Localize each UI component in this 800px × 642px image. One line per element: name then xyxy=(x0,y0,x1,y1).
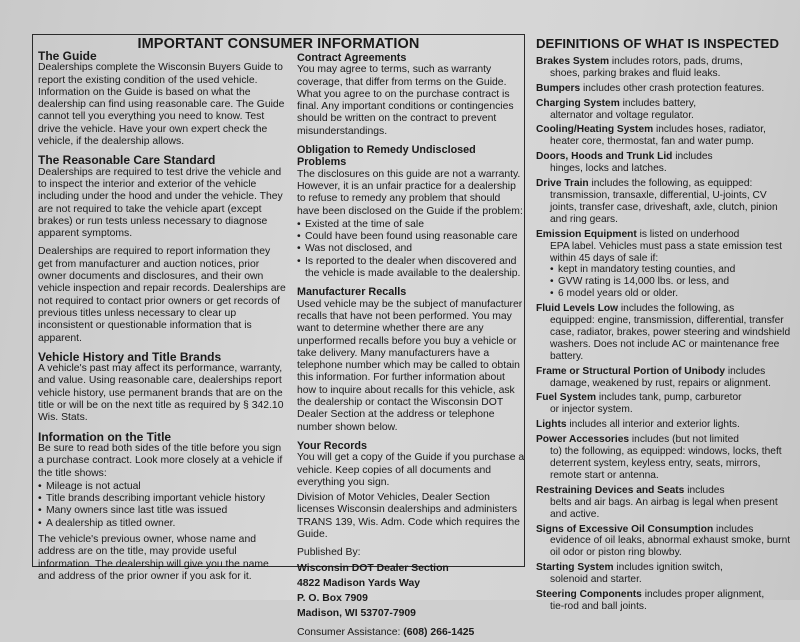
definition-line xyxy=(536,366,794,378)
consumer-assistance xyxy=(297,627,525,639)
definition-line xyxy=(536,151,794,163)
definition-item xyxy=(536,56,794,80)
definition-term: Cooling/Heating System xyxy=(536,124,654,136)
definition-text: is listed on underhood xyxy=(636,228,740,240)
definition-text: includes battery, xyxy=(619,97,697,109)
section-heading: Obligation to Remedy Undisclosed Problems xyxy=(297,144,476,169)
left-column xyxy=(38,50,286,589)
section-body: You may agree to terms, such as warranty coverage, that differ from terms on the Guide. What you agree to on the purchase contract is final. Any important conditions or contingencies should be written on the contract to prevent misunderstandings. xyxy=(297,64,514,137)
definition-item xyxy=(536,562,794,586)
definition-line xyxy=(536,485,794,497)
consumer-info-title: IMPORTANT CONSUMER INFORMATION xyxy=(137,36,420,52)
definition-item xyxy=(536,366,794,390)
publisher-street: 4822 Madison Yards Way xyxy=(297,577,421,589)
list-item: • Could have been found using reasonable care xyxy=(297,231,525,243)
definition-detail: hinges, locks and latches. xyxy=(550,163,667,175)
definition-detail: to) the following, as equipped: windows, locks, theft deterrent system, keyless entry, seats, mirrors, remote start or antenna. xyxy=(550,446,782,481)
definition-detail: equipped: engine, transmission, differential, transfer case, radiator, brakes, power steering and windshield washers. Does not include AC or maintenance free battery. xyxy=(550,315,791,362)
definition-text: includes other crash protection features. xyxy=(580,82,765,94)
definition-term: Fuel System xyxy=(536,392,597,404)
section-body: Dealerships are required to test drive the vehicle and to inspect the interior and exterior of the vehicle including under the hood and under the vehicle. They are not required to take the vehicle apart (except brakes) or run tests unless necessary to diagnose apparent symptoms. xyxy=(38,166,283,240)
definition-text: includes hoses, radiator, xyxy=(653,124,766,136)
definition-text: includes the following, as equipped: xyxy=(588,178,753,190)
definition-term: Doors, Hoods and Trunk Lid xyxy=(536,151,673,163)
definition-term: Steering Components xyxy=(536,589,642,601)
publisher-city: Madison, WI 53707-7909 xyxy=(297,608,416,620)
definition-text: includes the following, as xyxy=(618,303,735,315)
definition-detail: heater core, thermostat, fan and water pump. xyxy=(550,136,754,148)
definition-detail: shoes, parking brakes and fluid leaks. xyxy=(550,67,721,79)
definition-text: includes rotors, pads, drums, xyxy=(609,55,743,67)
definition-text: includes all interior and exterior lights. xyxy=(566,419,740,431)
published-label: Published By: xyxy=(297,547,361,559)
list-item: • Title brands describing important vehicle history xyxy=(38,493,286,505)
assistance-label: Consumer Assistance: xyxy=(297,626,401,638)
definition-term: Fluid Levels Low xyxy=(536,303,619,315)
definition-detail: damage, weakened by rust, repairs or alignment. xyxy=(550,377,771,389)
middle-column xyxy=(297,52,525,642)
definition-detail: or injector system. xyxy=(550,404,633,416)
definition-term: Charging System xyxy=(536,97,620,109)
section-the-guide xyxy=(38,50,286,148)
definitions-title: DEFINITIONS OF WHAT IS INSPECTED xyxy=(536,36,779,51)
section-heading: Vehicle History and Title Brands xyxy=(38,349,222,364)
assistance-phone: (608) 266-1425 xyxy=(403,626,475,638)
section-body: You will get a copy of the Guide if you purchase a vehicle. Keep copies of all documents and everything you sign. xyxy=(297,452,525,488)
definition-item xyxy=(536,124,794,148)
definition-item xyxy=(536,419,794,431)
definition-line xyxy=(536,98,794,110)
section-heading: Information on the Title xyxy=(38,429,172,444)
list-item: • GVW rating is 14,000 lbs. or less, and xyxy=(550,276,794,288)
definition-item xyxy=(536,589,794,613)
definition-line xyxy=(536,124,794,136)
definition-bullets xyxy=(536,264,794,300)
definition-line xyxy=(536,178,794,190)
definition-detail: evidence of oil leaks, abnormal exhaust smoke, burnt oil odor or piston ring blowby. xyxy=(550,535,791,559)
section-body: Be sure to read both sides of the title before you sign a purchase contract. Look more closely at a vehicle if the title shows: xyxy=(38,442,283,479)
definition-item xyxy=(536,98,794,122)
definition-term: Signs of Excessive Oil Consumption xyxy=(536,523,714,535)
definition-line xyxy=(536,229,794,241)
definition-text: includes xyxy=(672,151,713,163)
section-manufacturer-recalls xyxy=(297,286,525,434)
definition-line xyxy=(536,524,794,536)
definition-line xyxy=(536,83,794,95)
definition-term: Bumpers xyxy=(536,82,581,94)
definition-text: includes proper alignment, xyxy=(641,589,765,601)
definitions-list xyxy=(536,56,794,613)
list-item: • Mileage is not actual xyxy=(38,481,286,493)
section-body: Used vehicle may be the subject of manufacturer recalls that have not been performed. You may want to determine whether there are any unperformed recalls before you buy a vehicle or take delivery. Many manufacturers have a telephone number which may be called to obtain this information. For further information about how to inquire about recalls for this vehicle, ask the dealership or contact the Wisconsin DOT Dealer Section at the address or telephone number shown below. xyxy=(297,298,523,433)
definition-term: Drive Train xyxy=(536,178,589,190)
definition-detail: belts and air bags. An airbag is legal when present and active. xyxy=(550,496,778,520)
definition-term: Frame or Structural Portion of Unibody xyxy=(536,365,726,377)
definition-item xyxy=(536,392,794,416)
definition-item xyxy=(536,151,794,175)
list-item: • Is reported to the dealer when discovered and the vehicle is made available to the dealership. xyxy=(297,256,525,281)
section-title-info xyxy=(38,431,286,584)
list-item: • kept in mandatory testing counties, and xyxy=(550,264,794,276)
definition-detail: transmission, transaxle, differential, U-joints, CV joints, transfer case, driveshaft, axle, clutch, pinion and ring gears. xyxy=(550,189,778,225)
section-heading: The Reasonable Care Standard xyxy=(38,153,216,168)
definition-item xyxy=(536,485,794,521)
definition-line xyxy=(536,589,794,601)
section-heading: Contract Agreements xyxy=(297,52,407,64)
definition-term: Starting System xyxy=(536,562,614,574)
section-heading: The Guide xyxy=(38,49,97,63)
section-body-2: Dealerships are required to report information they get from manufacturer and auction notices, prior owner documents and disclosures, and their own vehicle inspection and repair records. Dealerships are not required to contact prior owners or get records of previous titles unless necessary to clear up inconsistent or questionable information that is apparent. xyxy=(38,246,286,344)
list-item: • A dealership as titled owner. xyxy=(38,518,286,530)
section-body-2: Division of Motor Vehicles, Dealer Section licenses Wisconsin dealerships and administers TRANS 139, Wis. Adm. Code which requires the Guide. xyxy=(297,492,520,540)
definition-term: Emission Equipment xyxy=(536,228,637,240)
remedy-conditions-list xyxy=(297,219,525,280)
definition-text: includes xyxy=(713,523,754,535)
section-contract-agreements xyxy=(297,52,525,138)
list-item: • 6 model years old or older. xyxy=(550,288,794,300)
section-heading: Manufacturer Recalls xyxy=(297,286,407,299)
definition-item xyxy=(536,178,794,226)
definition-line xyxy=(536,392,794,404)
definition-text: includes xyxy=(684,484,725,496)
list-item: • Many owners since last title was issued xyxy=(38,505,286,517)
section-body-2: The vehicle's previous owner, whose name and address are on the title, may provide useful information. The dealership will give you the name and address of the prior owner if you ask for it. xyxy=(38,533,269,582)
definition-item xyxy=(536,83,794,95)
section-vehicle-history xyxy=(38,351,286,425)
section-body: A vehicle's past may affect its performance, warranty, and value. Using reasonable care, dealerships report vehicle history, use permanent brands that are on the title or will be on the next title as required by § 342.10 Wis. Stats. xyxy=(38,363,284,424)
section-your-records xyxy=(297,440,525,541)
definition-line xyxy=(536,434,794,446)
definition-line xyxy=(536,419,794,431)
definition-text: includes (but not limited xyxy=(629,434,739,446)
definition-item xyxy=(536,434,794,482)
definition-line xyxy=(536,56,794,68)
definition-line xyxy=(536,303,794,315)
definition-line xyxy=(536,562,794,574)
definition-text: includes tank, pump, carburetor xyxy=(596,392,742,404)
definition-text: includes xyxy=(725,365,766,377)
definition-term: Restraining Devices and Seats xyxy=(536,484,685,496)
section-heading: Your Records xyxy=(297,439,367,452)
definition-term: Power Accessories xyxy=(536,434,630,446)
publisher-name: Wisconsin DOT Dealer Section xyxy=(297,562,449,574)
definition-text: includes ignition switch, xyxy=(613,562,723,574)
definition-item xyxy=(536,524,794,560)
definition-detail: tie-rod and ball joints. xyxy=(550,600,647,612)
definition-item xyxy=(536,229,794,300)
published-by-block xyxy=(297,547,525,639)
section-body: The disclosures on this guide are not a warranty. However, it is an unfair practice for a dealership to refuse to remedy any problem that should have been disclosed on the Guide if the problem: xyxy=(297,168,523,217)
definition-detail: alternator and voltage regulator. xyxy=(550,109,694,121)
right-column xyxy=(536,38,794,616)
definition-term: Brakes System xyxy=(536,55,610,67)
section-reasonable-care xyxy=(38,154,286,344)
definition-detail: EPA label. Vehicles must pass a state emission test within 45 days of sale if: xyxy=(550,240,782,264)
section-body: Dealerships complete the Wisconsin Buyers Guide to report the existing condition of the used vehicle. Information on the Guide is based on what the dealership can find using reasonable care. The Guide cannot tell you everything you need to know. Test drive the vehicle. Have your own expert check the vehicle, if the dealership allows. xyxy=(38,62,285,148)
title-warning-list xyxy=(38,481,286,530)
list-item: • Existed at the time of sale xyxy=(297,219,525,231)
definition-detail: solenoid and starter. xyxy=(550,574,642,586)
section-obligation-remedy xyxy=(297,144,525,280)
definition-item xyxy=(536,303,794,363)
definition-term: Lights xyxy=(536,419,567,431)
publisher-po-box: P. O. Box 7909 xyxy=(297,593,368,605)
list-item: • Was not disclosed, and xyxy=(297,243,525,255)
